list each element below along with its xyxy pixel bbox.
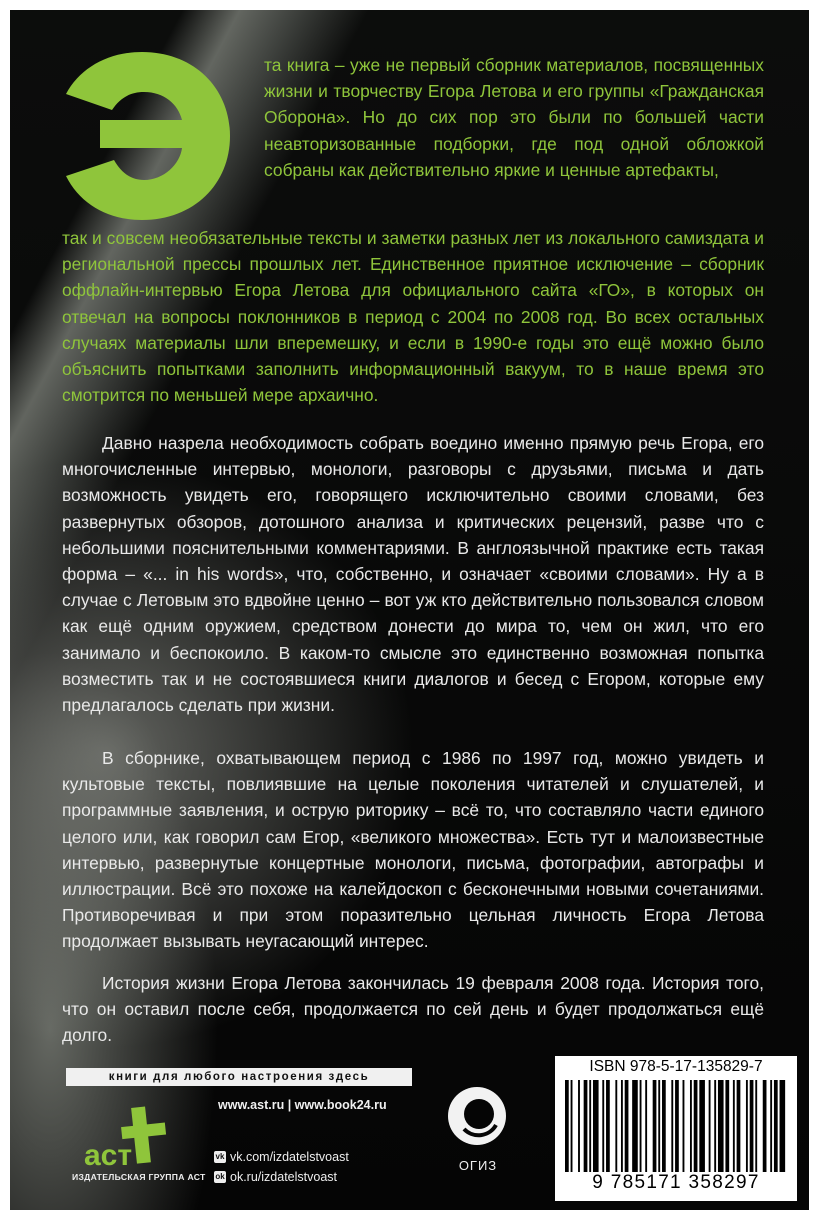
vk-link[interactable] — [214, 1150, 349, 1164]
ok-link[interactable] — [214, 1170, 337, 1184]
book-back-cover — [10, 10, 809, 1210]
ok-icon: ok — [215, 1172, 225, 1181]
ogiz-logo-icon — [446, 1085, 508, 1147]
barcode-block — [555, 1056, 797, 1201]
body-paragraph-2: В сборнике, охватывающем период с 1986 по 1997 год, можно увидеть и культовые тексты, повлиявшие на целые поколения читателей и слушателей, и программные заявления, и острую риторику – всё то, что составляло части единого целого или, как говорил сам Егор, «великого множества». Есть тут и малоизвестные интервью, развернутые концертные монологи, письма, фотографии, автографы и иллюстрации. Всё это похоже на калейдоскоп с бесконечными новыми сочетаниями. Противоречивая и при этом поразительно цельная личность Егора Летова продолжает вызывать неугасающий интерес. — [62, 748, 764, 952]
ast-logo-icon — [82, 1103, 172, 1173]
ast-logo-text: аст — [84, 1139, 133, 1172]
vk-icon: vk — [215, 1152, 225, 1161]
vk-link-text: vk.com/izdatelstvoast — [230, 1150, 349, 1164]
body-paragraph-3: История жизни Егора Летова закончилась 19 февраля 2008 года. История того, что он оставил после себя, продолжается по сей день и будет продолжаться ещё долго. — [62, 973, 764, 1046]
publisher-name: ИЗДАТЕЛЬСКАЯ ГРУППА АСТ — [72, 1172, 206, 1182]
ogiz-label: ОГИЗ — [458, 1158, 498, 1173]
barcode-digits: 9 785171 358297 — [592, 1172, 760, 1193]
ok-link-text: ok.ru/izdatelstvoast — [230, 1170, 337, 1184]
tagline-banner: книги для любого настроения здесь — [66, 1068, 412, 1086]
body-paragraph-1: Давно назрела необходимость собрать воедино именно прямую речь Егора, его многочисленные интервью, монологи, разговоры с друзьями, письма и дать возможность увидеть его, говорящего исключительно своими словами, без развернутых обзоров, дотошного анализа и критических рецензий, разве что с небольшими пояснительными комментариями. В англоязычной практике есть такая форма – «... in his words», что, собственно, и означает «своими словами». Ну а в случае с Летовым это вдвойне ценно – вот уж кто действительно пользовался словом как ещё одним оружием, средством донести до мира то, чем он жил, что его занимало и беспокоило. В каком-то смысле это единственно возможная попытка возместить так и не состоявшиеся книги диалогов и бесед с Егором, которые ему предлагалось сделать при жизни. — [62, 433, 764, 716]
intro-paragraph-rest: так и совсем необязательные тексты и заметки разных лет из локального самиздата и региональной прессы прошлых лет. Единственное приятное исключение – сборник оффлайн-интервью Егора Летова для официального сайта «ГО», в которых он отвечал на вопросы поклонников в период с 2004 по 2008 год. Во всех остальных случаях материалы шли вперемешку, и если в 1990-е годы это ещё можно было объяснить попытками заполнить информационный вакуум, то в наше время это смотрится по меньшей мере архаично. — [62, 228, 764, 406]
intro-first-lines: та книга – уже не первый сборник материалов, посвященных жизни и творчеству Егора Летова и его группы «Гражданская Оборона». Но до сих пор это были по большей части неавторизованные подборки, где под одной обложкой собраны как действительно яркие и ценные артефакты, — [264, 55, 764, 180]
drop-cap-e-graphic — [54, 48, 234, 223]
publisher-websites[interactable]: www.ast.ru | www.book24.ru — [218, 1098, 387, 1112]
isbn-number: ISBN 978-5-17-135829-7 — [589, 1058, 763, 1075]
barcode-icon — [565, 1080, 787, 1172]
